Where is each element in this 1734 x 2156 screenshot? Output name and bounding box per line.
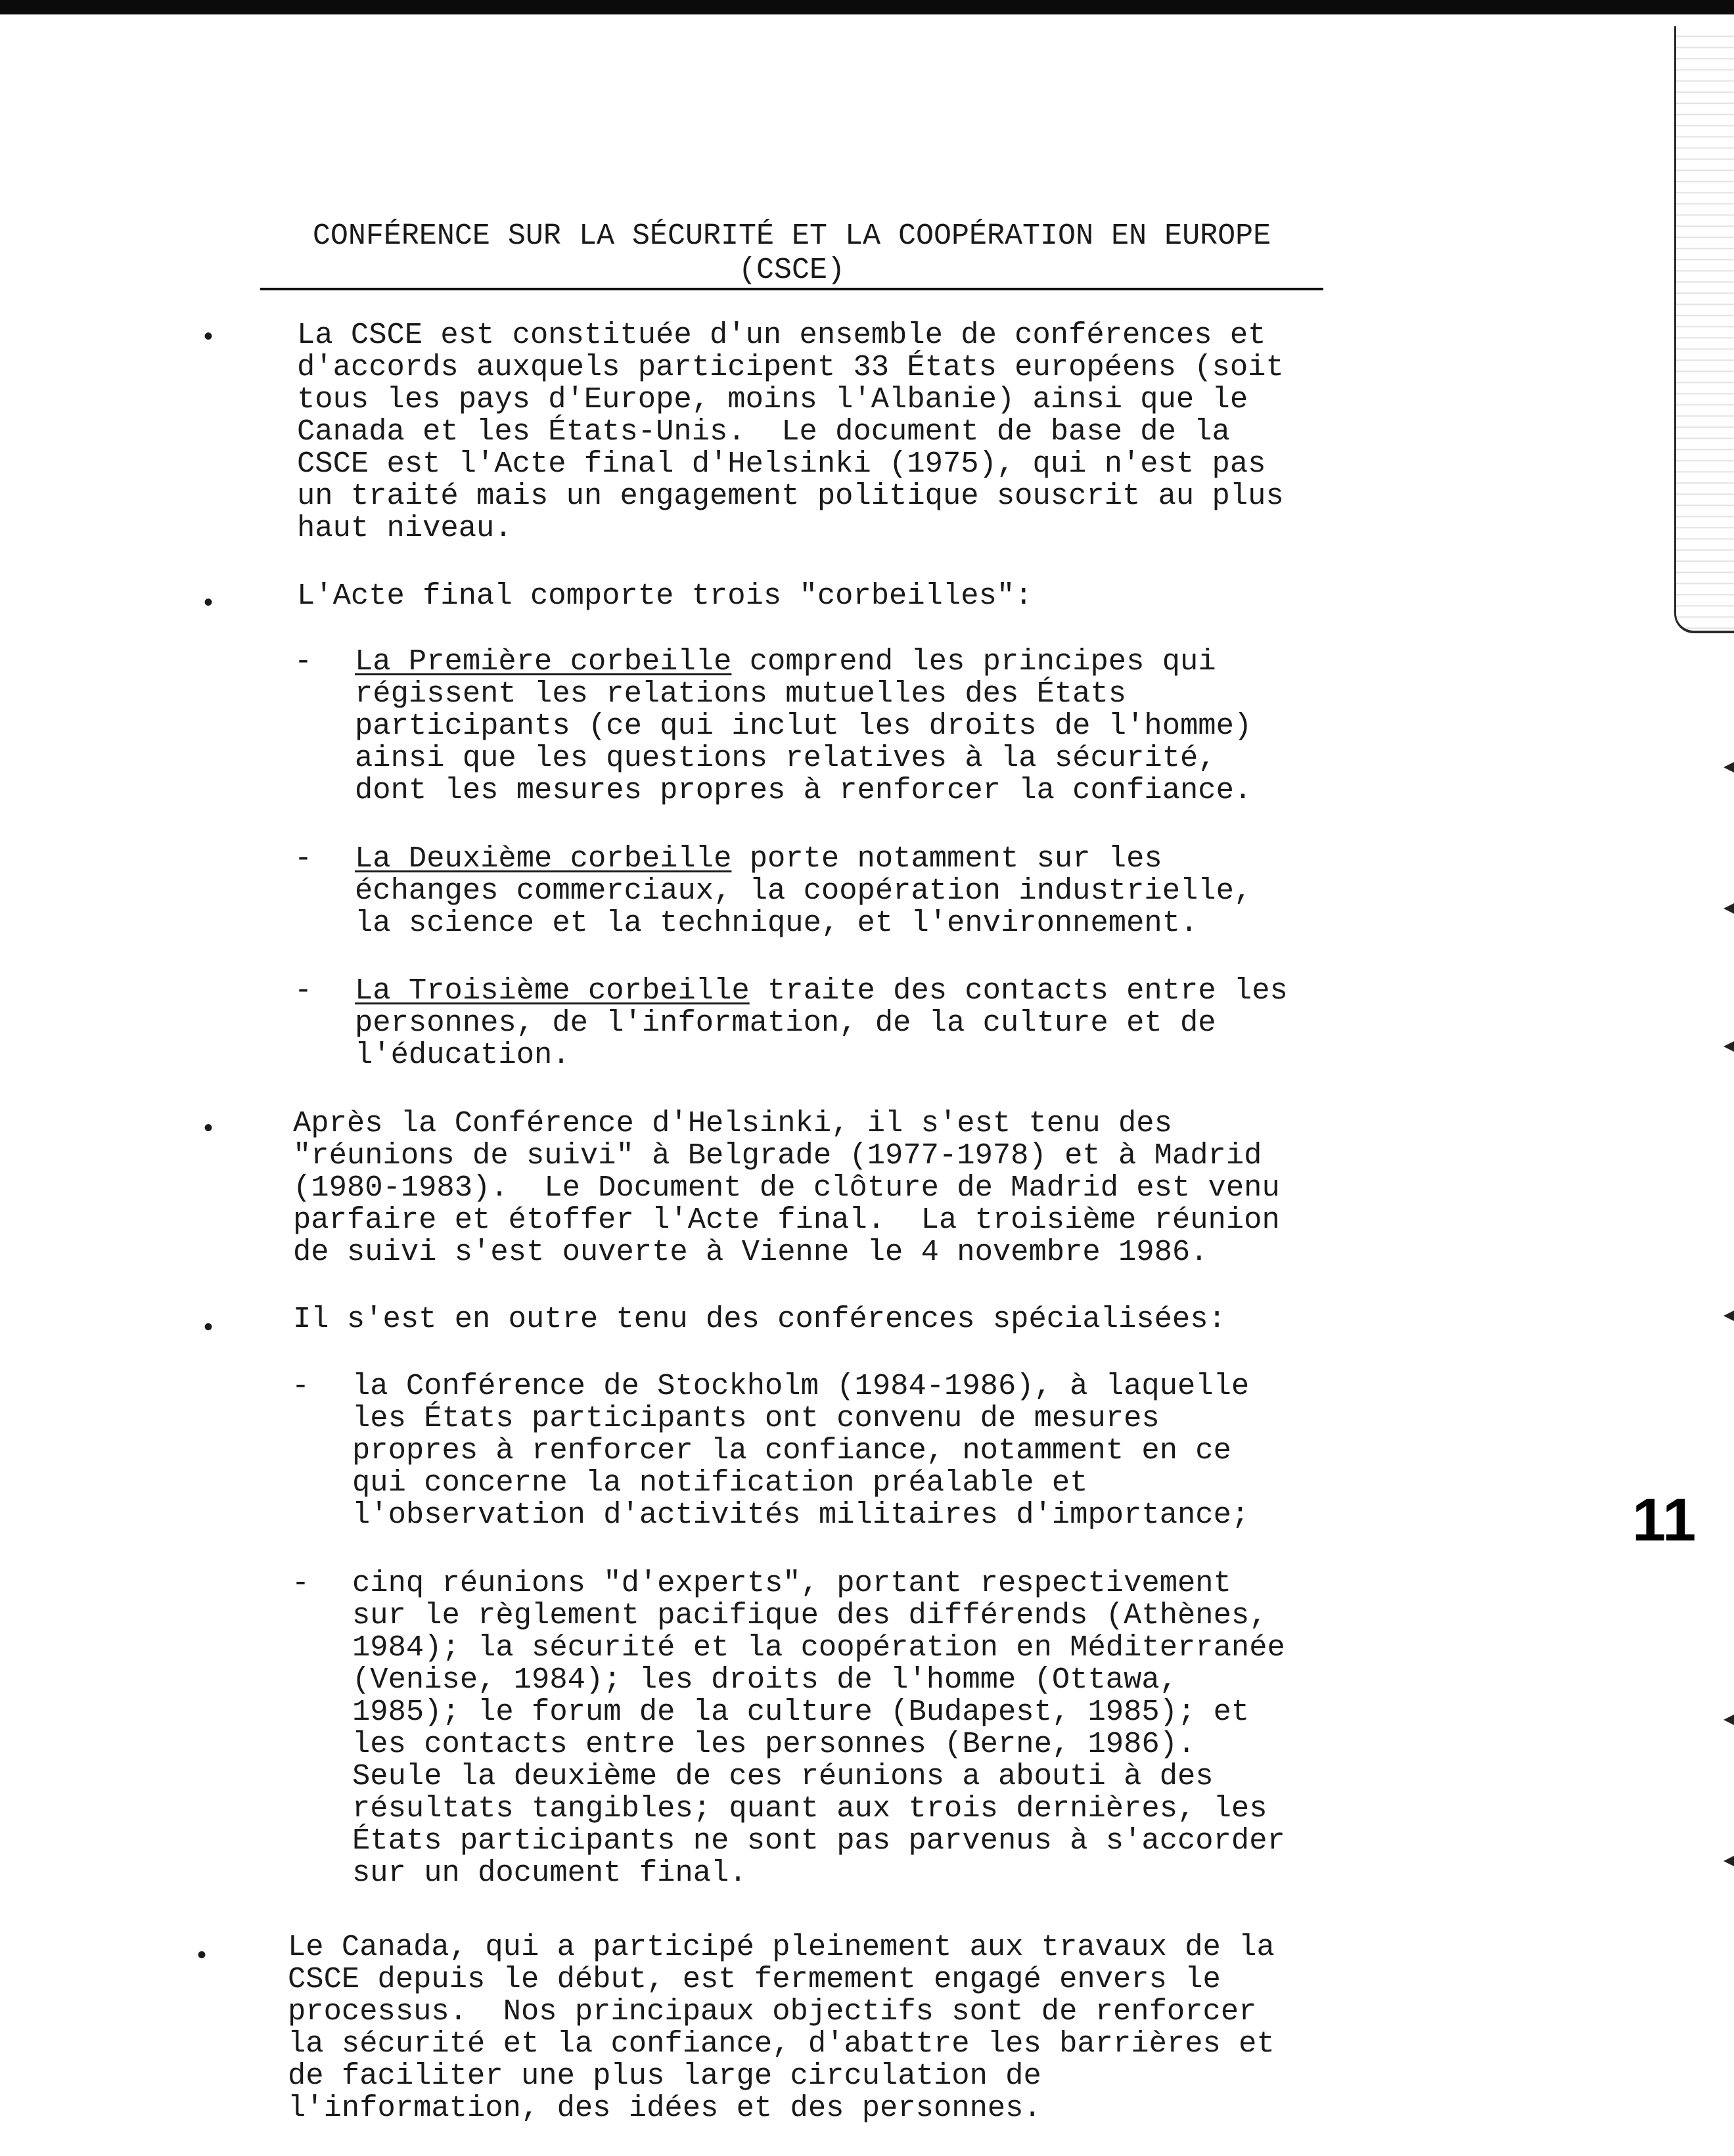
dash-1: - [294,645,313,679]
deuxieme-corbeille-label: La Deuxième corbeille [355,842,732,876]
document-title [260,219,1323,290]
scan-edge-mark [1723,762,1734,773]
paragraph-canada-objectifs: Le Canada, qui a participé pleinement aux travaux de la CSCE depuis le début, est fermement engagé envers le processus. Nos principaux objectifs sont de renforcer la sécurité et la confiance, d'abattre les barrières et de faciliter une plus large circulation de l'information, des idées et des personnes. [288,1930,1275,2125]
scan-edge-mark [1723,1311,1734,1321]
premiere-corbeille-text: comprend les principes qui régissent les relations mutuelles des États participants (ce qui inclut les droits de l'homme) ainsi que les questions relatives à la sécurité, dont les mesures propres à renforcer la confiance. [355,644,1252,807]
premiere-corbeille-label: La Première corbeille [355,644,732,679]
item-conference-stockholm: la Conférence de Stockholm (1984-1986), à laquelle les États participants ont convenu de mesures propres à renforcer la confiance, notamment en ce qui concerne la notification préalable et l'observation d'activités militaires d'importance; [352,1369,1250,1532]
item-premiere-corbeille [355,646,1252,807]
troisieme-corbeille-text: traite des contacts entre les personnes, de l'information, de la culture et de l'éducation. [355,974,1288,1072]
bullet-2: • [204,588,214,617]
scan-border-top [0,0,1734,14]
scan-edge-mark [1723,903,1734,914]
bullet-1: • [204,322,214,351]
bullet-5: • [197,1941,207,1969]
dash-2: - [294,842,313,876]
dash-4: - [292,1370,310,1403]
title-line-2: (CSCE) [738,254,846,287]
scan-edge-mark [1723,1715,1734,1725]
troisieme-corbeille-label: La Troisième corbeille [355,974,750,1008]
paragraph-reunions-suivi: Après la Conférence d'Helsinki, il s'est tenu des "réunions de suivi" à Belgrade (1977-1978) et à Madrid (1980-1983). Le Document de clôture de Madrid est venu parfaire et étoffer l'Acte final. La troisième réunion de suivi s'est ouverte à Vienne le 4 novembre 1986. [293,1106,1280,1269]
bullet-4: • [204,1313,214,1341]
deuxieme-corbeille-text: porte notamment sur les échanges commerciaux, la coopération industrielle, la science et la technique, et l'environnement. [355,842,1252,940]
scan-edge-mark [1723,1041,1734,1052]
dash-3: - [294,974,313,1008]
item-troisieme-corbeille [355,975,1288,1071]
paragraph-csce-intro: La CSCE est constituée d'un ensemble de conférences et d'accords auxquels participent 33 États européens (soit tous les pays d'Europe, moins l'Albanie) ainsi que le Canada et les États-Unis. Le document de base de la CSCE est l'Acte final d'Helsinki (1975), qui n'est pas un traité mais un engagement politique souscrit au plus haut niveau. [297,318,1284,545]
dash-5: - [292,1567,310,1600]
scan-edge-mark [1723,1856,1734,1866]
bullet-3: • [204,1113,214,1142]
page-stamp-number: 11 [1632,1487,1697,1554]
item-deuxieme-corbeille [355,843,1252,939]
scan-page-edge [1674,26,1734,633]
item-reunions-experts: cinq réunions "d'experts", portant respectivement sur le règlement pacifique des différends (Athènes, 1984); la sécurité et la coopération en Méditerranée (Venise, 1984); les droits de l'homme (Ottawa, 1985); le forum de la culture (Budapest, 1985); et les contacts entre les personnes (Berne, 1986). Seule la deuxième de ces réunions a abouti à des résultats tangibles; quant aux trois dernières, les États participants ne sont pas parvenus à s'accorder sur un document final. [352,1566,1285,1890]
paragraph-conferences-specialisees: Il s'est en outre tenu des conférences spécialisées: [293,1302,1226,1336]
title-line-1: CONFÉRENCE SUR LA SÉCURITÉ ET LA COOPÉRATION EN EUROPE [312,219,1271,253]
paragraph-corbeilles-intro: L'Acte final comporte trois "corbeilles": [297,579,1033,613]
